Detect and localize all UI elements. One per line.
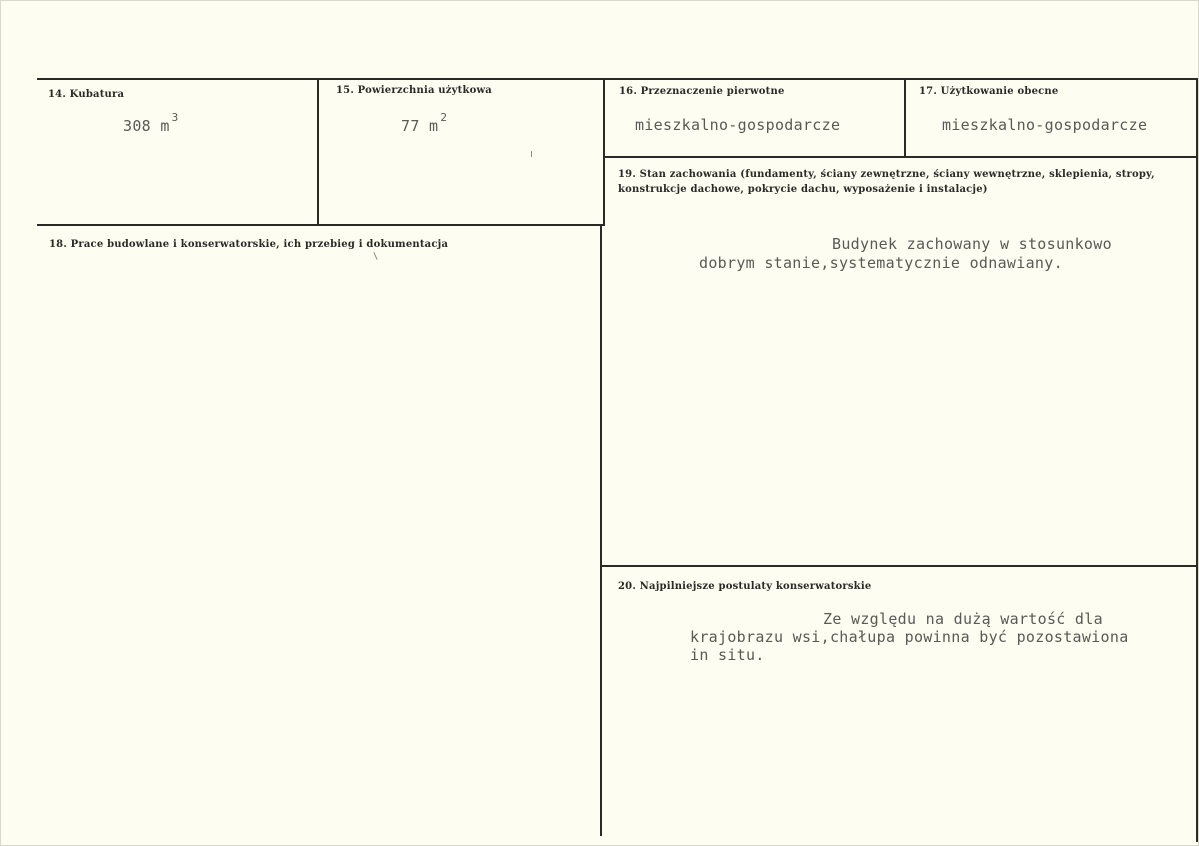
przeznaczenie-label: 16. Przeznaczenie pierwotne — [619, 86, 785, 97]
kubatura-number: 308 m — [123, 117, 170, 135]
top-rule — [37, 78, 1198, 80]
stan-line-1: Budynek zachowany w stosunkowo — [832, 235, 1112, 253]
uzytkowanie-label: 17. Użytkowanie obecne — [919, 86, 1059, 97]
uzytkowanie-value: mieszkalno-gospodarcze — [942, 116, 1148, 134]
powierzchnia-value — [401, 111, 448, 135]
kubatura-value — [123, 111, 179, 135]
postulaty-line-3: in situ. — [690, 646, 765, 664]
kubatura-label: 14. Kubatura — [48, 89, 125, 100]
rule-under-14-15 — [37, 224, 604, 226]
divider-15-16 — [603, 79, 605, 226]
divider-left-right — [600, 225, 602, 836]
stan-label: 19. Stan zachowania (fundamenty, ściany zewnętrzne, ściany wewnętrzne, sklepienia, stropy, konstrukcje dachowe, pokrycie dachu, wyposażenie i instalacje) — [618, 169, 1155, 195]
powierzchnia-exponent: 2 — [440, 111, 448, 124]
powierzchnia-number: 77 m — [401, 117, 439, 135]
stray-mark — [373, 252, 377, 260]
rule-under-16-17 — [604, 156, 1198, 158]
divider-16-17 — [904, 79, 906, 158]
right-edge-line — [1196, 79, 1198, 842]
postulaty-line-1: Ze względu na dużą wartość dla — [823, 610, 1103, 628]
postulaty-label: 20. Najpilniejsze postulaty konserwatorskie — [618, 581, 872, 592]
divider-14-15 — [317, 79, 319, 226]
stan-line-2: dobrym stanie,systematycznie odnawiany. — [699, 254, 1063, 272]
rule-above-20 — [601, 565, 1198, 567]
prace-label: 18. Prace budowlane i konserwatorskie, ich przebieg i dokumentacja — [49, 239, 449, 250]
kubatura-exponent: 3 — [171, 111, 179, 124]
postulaty-line-2: krajobrazu wsi,chałupa powinna być pozostawiona — [690, 628, 1129, 646]
przeznaczenie-value: mieszkalno-gospodarcze — [635, 116, 841, 134]
stray-mark — [531, 151, 532, 157]
powierzchnia-label: 15. Powierzchnia użytkowa — [336, 85, 492, 96]
